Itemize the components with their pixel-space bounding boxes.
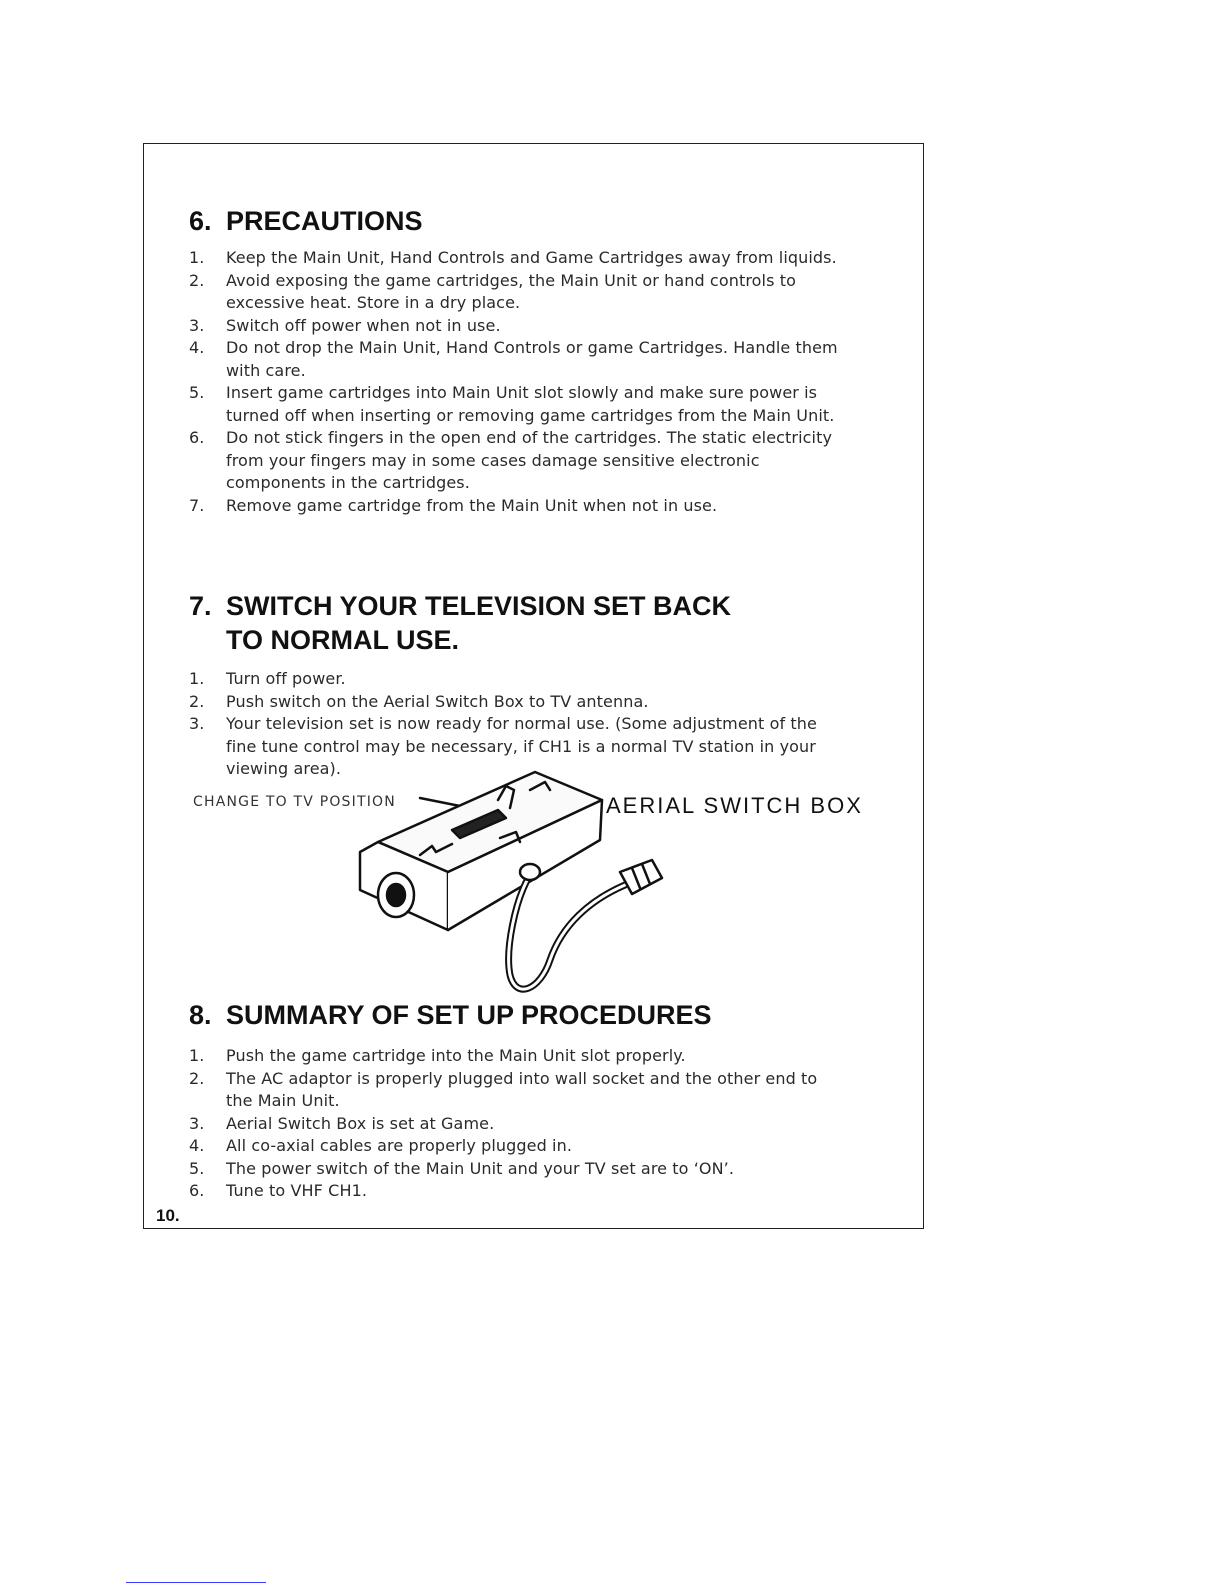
list-item: 6. Do not stick fingers in the open end of the cartridges. The static electricity from your fingers may in some cases damage sensitive electronic components in the cartridges. [189, 428, 833, 492]
list-item: 1. Push the game cartridge into the Main Unit slot properly. [189, 1046, 686, 1065]
list-item: 3. Switch off power when not in use. [189, 315, 501, 335]
section-7-number: 7. [189, 591, 212, 621]
list-item: 3. Aerial Switch Box is set at Game. [189, 1113, 495, 1133]
list-item: 2. Avoid exposing the game cartridges, the Main Unit or hand controls to excessive heat. Store in a dry place. [189, 270, 796, 312]
section-8-number: 8. [189, 1000, 212, 1030]
section-6-title: PRECAUTIONS [226, 206, 423, 236]
list-item: 2. Push switch on the Aerial Switch Box to TV antenna. [189, 691, 649, 711]
setup-summary-list [189, 1045, 849, 1203]
aerial-switch-box-illustration [340, 760, 670, 1000]
precautions-list [189, 247, 849, 517]
list-item: 3. Your television set is now ready for normal use. (Some adjustment of the fine tune control may be necessary, if CH1 is a normal TV station in your viewing area). [189, 714, 817, 778]
list-item: 4. Do not drop the Main Unit, Hand Controls or game Cartridges. Handle them with care. [189, 338, 838, 380]
section-6-heading [189, 206, 423, 237]
section-8-title: SUMMARY OF SET UP PROCEDURES [226, 1000, 712, 1030]
section-7-heading [189, 589, 731, 657]
figure-caption-change-to-tv: CHANGE TO TV POSITION [193, 794, 396, 810]
section-6-number: 6. [189, 206, 212, 236]
list-item: 6. Tune to VHF CH1. [189, 1181, 368, 1200]
list-item: 2. The AC adaptor is properly plugged into wall socket and the other end to the Main Unit. [189, 1068, 818, 1110]
list-item: 1. Turn off power. [189, 669, 346, 688]
list-item: 7. Remove game cartridge from the Main Unit when not in use. [189, 495, 718, 515]
list-item: 5. Insert game cartridges into Main Unit slot slowly and make sure power is turned off when inserting or removing game cartridges from the Main Unit. [189, 383, 835, 425]
section-7-title-line1: SWITCH YOUR TELEVISION SET BACK [226, 591, 732, 621]
list-item: 4. All co-axial cables are properly plugged in. [189, 1136, 573, 1155]
section-8-heading [189, 1000, 712, 1031]
list-item: 5. The power switch of the Main Unit and your TV set are to ‘ON’. [189, 1158, 735, 1178]
section-7-title-line2: TO NORMAL USE. [226, 625, 460, 655]
footer-divider [126, 1582, 266, 1583]
page-number: 10. [156, 1206, 180, 1225]
list-item: 1. Keep the Main Unit, Hand Controls and Game Cartridges away from liquids. [189, 248, 837, 267]
figure-caption-aerial-switch-box: AERIAL SWITCH BOX [606, 793, 863, 818]
